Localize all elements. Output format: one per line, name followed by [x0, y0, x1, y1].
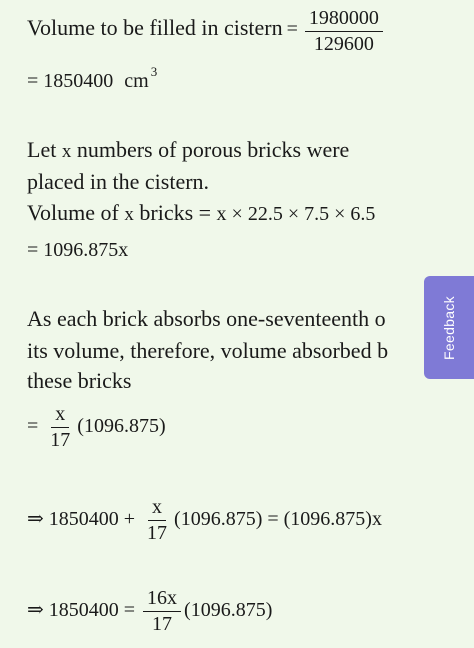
text-segment: Let	[27, 137, 62, 162]
equals-sign: =	[286, 18, 298, 41]
fraction-numerator: x	[51, 404, 69, 428]
feedback-button[interactable]	[424, 276, 474, 379]
fraction-denominator: 17	[147, 522, 168, 544]
absorb-line-3	[27, 368, 131, 394]
text-segment: these bricks	[27, 368, 132, 393]
implies-arrow: ⇒	[27, 508, 44, 531]
equation-lhs: 1850400 +	[48, 508, 136, 531]
equation-line	[27, 497, 382, 544]
volume-fraction	[305, 8, 383, 55]
unit-exponent: 3	[150, 64, 158, 79]
expression-tail: (1096.875)	[77, 415, 166, 438]
fraction-denominator: 17	[50, 429, 71, 451]
bricks-volume-value: 1096.875x	[43, 239, 129, 261]
volume-unit: cm	[124, 70, 149, 92]
text-segment: As each brick absorbs one-seventeenth o	[27, 306, 386, 331]
16x-over-17-fraction	[143, 588, 181, 635]
bricks-volume-expression: x × 22.5 × 7.5 × 6.5	[216, 203, 376, 225]
feedback-label: Feedback	[441, 295, 457, 360]
text-segment: bricks =	[133, 200, 217, 225]
volume-value: 1850400	[43, 70, 114, 92]
text-segment: its volume, therefore, volume absorbed b	[27, 338, 389, 363]
equation-lhs: 1850400 =	[48, 599, 136, 622]
simplified-equation-line	[27, 588, 272, 635]
equals-sign: =	[27, 239, 39, 261]
fraction-denominator: 17	[152, 613, 173, 635]
fraction-numerator: 1980000	[305, 8, 383, 32]
text-segment: placed in the cistern.	[27, 169, 210, 194]
bricks-volume-result-line	[27, 239, 128, 262]
text-segment: Volume of	[27, 200, 125, 225]
x-over-17-fraction	[46, 404, 74, 451]
volume-of-bricks-line	[27, 200, 375, 226]
variable-x: x	[124, 204, 134, 225]
absorbed-volume-line	[27, 404, 166, 451]
variable-x: x	[61, 141, 72, 162]
placed-line	[27, 169, 209, 195]
volume-to-fill-line	[27, 8, 386, 55]
absorb-line-2	[27, 338, 388, 364]
volume-label: Volume to be filled in cistern	[27, 15, 283, 41]
expression-tail: (1096.875)	[184, 599, 273, 622]
expression-tail: (1096.875) = (1096.875)x	[174, 508, 382, 531]
fraction-denominator: 129600	[313, 33, 374, 55]
volume-result-line	[27, 64, 158, 93]
fraction-numerator: 16x	[143, 588, 181, 612]
equals-sign: =	[27, 70, 39, 92]
x-over-17-fraction	[143, 497, 171, 544]
let-x-line	[27, 137, 349, 163]
fraction-numerator: x	[148, 497, 166, 521]
absorb-line-1	[27, 306, 386, 332]
equals-sign: =	[27, 415, 39, 438]
text-segment: numbers of porous bricks were	[71, 137, 350, 162]
implies-arrow: ⇒	[27, 599, 44, 622]
